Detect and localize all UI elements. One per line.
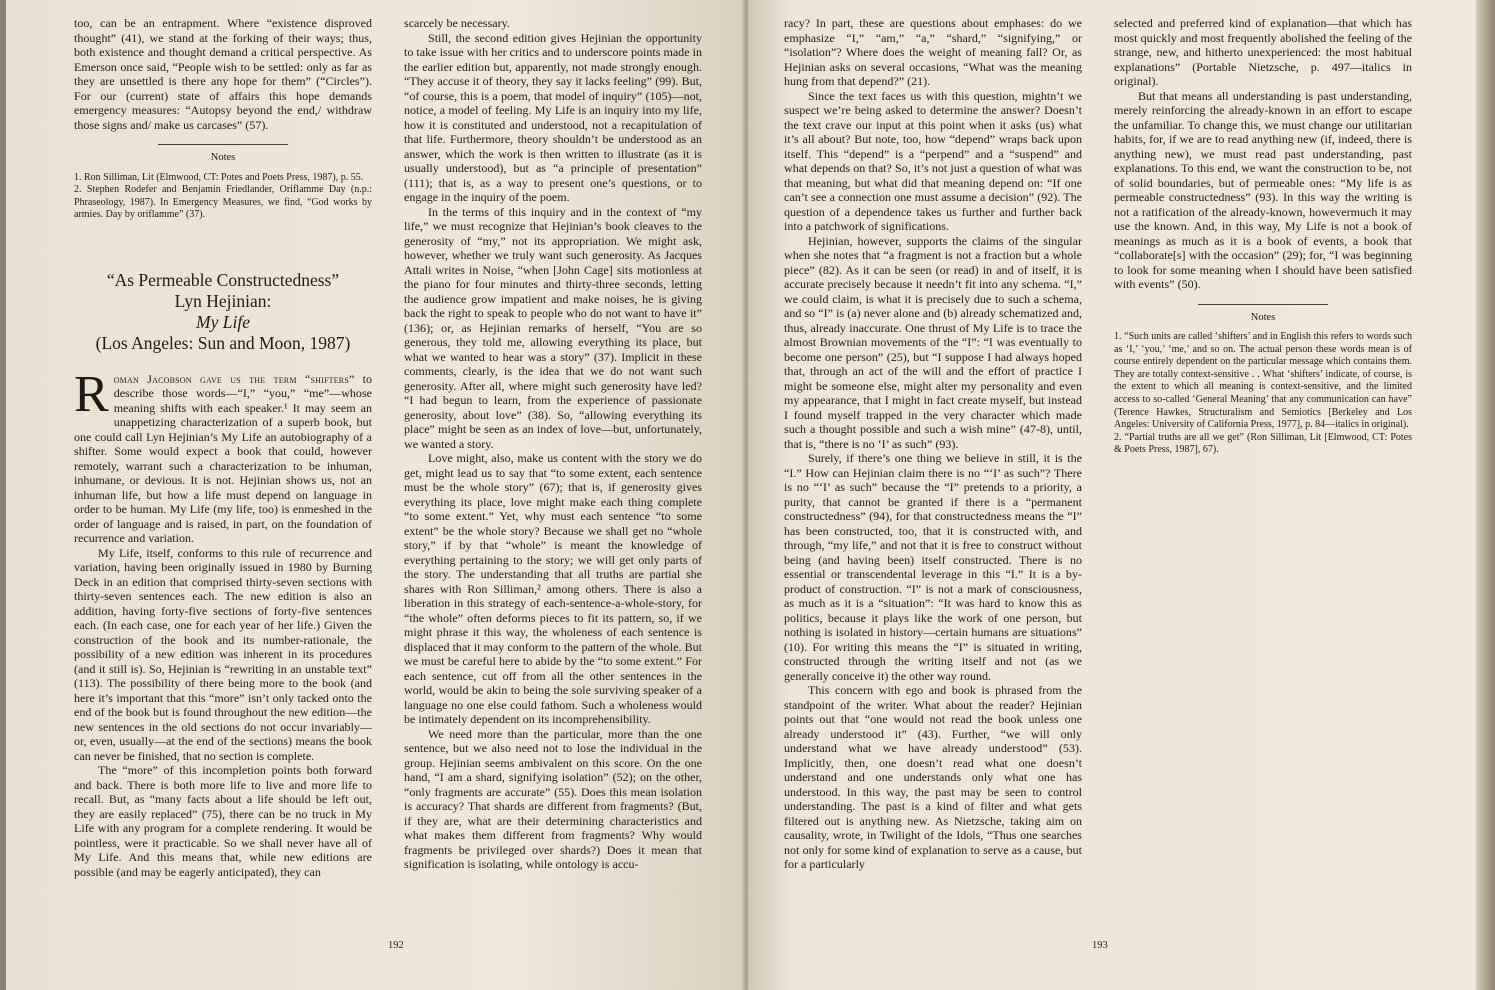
footnote: 2. Stephen Rodefer and Benjamin Friedlander, Oriflamme Day (n.p.: Phraseology, 1987). In Emergency Measures, we find, “God works by armies. Day by oriflamme” (37). [74,184,372,221]
left-page [6,0,746,990]
lead-in-smallcaps: oman Jacobson gave us the term “shifters” [113,371,355,386]
right-column-2 [1114,16,1412,457]
body-paragraph: Still, the second edition gives Hejinian the opportunity to take issue with her critics and to underscore points made in the earlier edition but, apparently, not made strongly enough. “They accuse it of theory, they say it lacks feeling” (99). But, “of course, this is a poem, that model of inquiry” (105)—not, notice, a model of feeling. My Life is an inquiry into my life, how it is constituted and understood, not a recapitulation of that life. Furthermore, theory shouldn’t be understood as an answer, which the work is then written to illustrate (as it is usually understood), but as “a principle of presentation” (111); that is, as a way to present one’s questions, or to engage in the inquiry of the poem. [404,30,702,204]
notes-rule [158,144,288,145]
body-paragraph: racy? In part, these are questions about emphases: do we emphasize “I,” “am,” “a,” “shard,” “signifying,” or “isolation”? Where does the weight of meaning fall? Or, as Hejinian asks on several occasions, “What was the meaning hung from that depend?” (21). [784,16,1082,88]
review-publisher: (Los Angeles: Sun and Moon, 1987) [95,332,351,353]
body-paragraph: Love might, also, make us content with the story we do get, might lead us to say that “to some extent, each sentence must be the whole story” (67); that is, if generosity gives everything its place, love might make each thing complete “to some extent.” Yet, why must each sentence “to some extent” be the whole story? Because we shall get no “whole story,” if by that “whole” is meant the knowledge of everything pertaining to the story; we will get only parts of the story. The understanding that all truths are partial she shares with Ron Silliman,² among others. There is also a liberation in this strategy of each-sentence-a-whole-story, for “the whole” often deforms pieces to fit its pattern, so, if we might phrase it this way, the wholeness of each sentence is displaced that it may conform to the pattern of the whole. But we must be careful here to abide by the “to some extent.” For each sentence, cut off from all the other sentences in the world, would be akin to being the sole surviving speaker of a language no one else could fathom. Such a wholeness would be intimately dependent on its incomprehensibility. [404,451,702,726]
notes-heading: Notes [1250,311,1276,323]
body-paragraph: My Life, itself, conforms to this rule of recurrence and variation, having been originally issued in 1980 by Burning Deck in an edition that comprised thirty-seven sections with thirty-seven sentences each. The new edition is also an addition, having forty-five sections of forty-five sentences each. (In each case, one for each year of her life.) Given the construction of the book and its number-rationale, the possibility of a new edition was inherent in its procedures (and it still is). So, Hejinian is “rewriting in an unstable text” (113). The possibility of there being more to the book (and here it’s important that this “more” isn’t only tacked onto the end of the book but is found throughout the new edition—the new sentences in the old sections do not occur invariably—or, even, usually—at the end of the sections) means the book can never be finished, that no section is complete. [74,545,372,763]
footnote: 1. “Such units are called ‘shifters’ and in English this refers to words such as ‘I,’ ‘you,’ ‘me,’ and so on. The actual person these words mean is of course entirely dependent on the particular message which contains them. They are totally context-sensitive . . What ‘shifters’ indicate, of course, is the extent to which all meaning is context-sensitive, and the limited access to so-called ‘General Meaning’ that any communication can have” (Terence Hawkes, Structuralism and Semiotics [Berkeley and Los Angeles: University of California Press, 1977], p. 84—italics in original). [1114,331,1412,431]
body-paragraph: This concern with ego and book is phrased from the standpoint of the writer. What about the reader? Hejinian points out that “one would not read the book unless one already understood it” (43). Further, “we will only understand what we have already understood” (53). Implicitly, then, one doesn’t read what one doesn’t understand and one understands only what one has understood. In this way, the past may be seen to control understanding. The past is a kind of filter and what gets filtered out is anything new. As Nietzsche, taking aim on causality, wrote, in Twilight of the Idols, “Thus one searches not only for some kind of explanation to serve as a cause, but for a particularly [784,683,1082,871]
review-title [74,270,372,354]
notes-heading: Notes [210,152,236,163]
left-column-2 [404,16,702,872]
body-paragraph: The “more” of this incompletion points both forward and back. There is both more life to live and more life to recall. But, as “many facts about a life should be left out, they are easily replaced” (75), there can be no truck in My Life with any program for a complete rendering. It would be pointless, were it practicable. So we shall never have all of My Life. And this means that, while new editions are possible (and may be eagerly anticipated), they can [74,763,372,879]
review-title-line: “As Permeable Constructedness” [106,269,340,290]
page-number: 193 [1092,940,1108,951]
body-paragraph: Since the text faces us with this question, mightn’t we suspect we’re being asked to determine the answer? Doesn’t the text crave our input at this point when it asks (us) what it’s all about? But note, too, how “depend” wraps back upon itself. This “depend” is a “perpend” and a “suspend” and what depends on that? So, it’s not just a question of what was that meaning, but what did that meaning depend on: “If one can’t see a connection one must assume a decision” (92). The question of a dependence takes us further and further back into a patchwork of significations. [784,88,1082,233]
book-spread [6,0,1486,990]
review-book-title: My Life [196,311,250,332]
body-paragraph: Hejinian, however, supports the claims of the singular when she notes that “a fragment is not a fraction but a whole piece” (82). As it can be seen (or read) in and of itself, it is accurate precisely because it needn’t fit into any schema. “I,” we could claim, is what it is precisely due to such a schema, and so “I” is (a) never alone and (b) already schematized and, thus, already inaccurate. One thrust of My Life is to trace the almost Brownian movements of the “I”: “I was eventually to become one person” (25), but “I suppose I had always hoped that, through an act of the will and the effort of practice I might be someone else, might alter my personality and even my appearance, that I might in fact create myself, but instead I found myself trapped in the very character which made such a thought possible and such a wish mine” (47-8), until, that is, “there is no ‘I’ as such” (93). [784,233,1082,451]
body-paragraph: Surely, if there’s one thing we believe in still, it is the “I.” How can Hejinian claim there is no “‘I’ as such”? There is no “‘I’ as such” because the “I” pretends to a priority, a purity, that cannot be granted if there is a “permanent constructedness” (94), for that constructedness means the “I” has been constructed, too, that it is constructed with, and through, “my life,” and not that it is free to construct without being (and having been) itself constructed. There is no essential or transcendental leverage in this “I.” It is a by-product of construction. “I” is not a mark of consciousness, as much as it is a “situation”: “It was hard to know this as politics, because it plays like the work of one person, but nothing is isolated in history—certain humans are situations” (10). For writing this means the “I” is situated in writing, constructed through the writing itself and not (as we generally conceive it) the other way round. [784,451,1082,683]
footnote: 1. Ron Silliman, Lit (Elmwood, CT: Potes and Poets Press, 1987), p. 55. [74,171,364,183]
body-paragraph [74,365,372,546]
body-paragraph: In the terms of this inquiry and in the context of “my life,” we must recognize that Hejinian’s book cleaves to the generosity of “my,” not its appropriation. We might ask, however, whether we truly want such generosity. As Jacques Attali writes in Noise, “when [John Cage] sits motionless at the piano for four minutes and thirty-three seconds, letting the audience grow impatient and make noises, he is giving back the right to speak to people who do not want to have it” (136); or, as Hejinian remarks of herself, “You are so generous, they told me, allowing everything its place, but what we wanted to hear was a story” (37). Implicit in these comments, clearly, is the idea that we do not want such generosity. After all, where might such generosity have led? “I had begun to learn, from the experience of passionate generosity, about love” (38). So, “allowing everything its place” might be seen as an index of love—but, unfortunately, we wanted a story. [404,204,702,451]
body-paragraph: scarcely be necessary. [404,16,510,30]
left-column-1 [74,16,372,879]
review-author: Lyn Hejinian: [174,290,272,311]
right-column-1 [784,16,1082,872]
body-paragraph: selected and preferred kind of explanation—that which has most quickly and most frequently abolished the feeling of the strange, new, and hitherto unexperienced: the most habitual explanations” (Portable Nietzsche, p. 497—italics in original). [1114,16,1412,88]
paragraph-text: to describe those words—“I,” “you,” “me”—whose meaning shifts with each speaker.¹ It may seem an unappetizing characterization of a superb book, but one could call Lyn Hejinian’s My Life an autobiography of a shifter. Some would expect a book that could, however remotely, warrant such a characterization to be inhuman, inhumane, or devious. It is not. Hejinian shows us, not an inhuman life, but how a life must depend on language in order to be human. My Life (my life, too) is enmeshed in the order of language and is raised, in part, on the foundation of recurrence and variation. [74,371,372,546]
body-paragraph: We need more than the particular, more than the one sentence, but we also need not to lose the individual in the group. Hejinian seems ambivalent on this score. On the one hand, “I am a shard, signifying isolation” (52); on the other, “only fragments are accurate” (55). Does this mean isolation is accuracy? That shards are different from fragments? (But, if they are, what are their determining characteristics and what makes them different from fragments? Why would fragments be privileged over shards?) Does it mean that signification is isolating, while ontology is accu- [404,726,702,871]
closing-paragraph: too, can be an entrapment. Where “existence disproved thought” (41), we stand at the forking of their ways; thus, both existence and thought demand a critical perspective. As Emerson once said, “People wish to be settled: only as far as they are unsettled is there any hope for them” (“Circles”). For our (current) state of affairs this hope demands emergency measures: “Autopsy beyond the end,/ withdraw those signs and/ make us carcases” (57). [74,16,372,132]
page-number: 192 [388,940,404,951]
body-paragraph: But that means all understanding is past understanding, merely reinforcing the already-known in an effort to escape the unfamiliar. To change this, we must change our utilitarian habits, for, if we are to read anything new (if, indeed, there is anything new), we must read past understanding, past explanations. To this end, we want the construction to be, not of solid boundaries, but of permeable ones: “My life is as permeable constructedness” (93). In this way the writing is not a ratification of the already-known, howevermuch it may use the known. And, in this way, My Life is not a book of meanings as much as it is a book of events, a book that “collaborate[s] with the occasion” (29); for, “I was beginning to look for some meaning when I should have been satisfied with events” (50). [1114,88,1412,291]
footnote: 2. “Partial truths are all we get” (Ron Silliman, Lit [Elmwood, CT: Potes & Poets Press, 1987], 67). [1114,431,1412,456]
notes-rule [1198,304,1328,305]
drop-cap: R [74,365,109,423]
page-edge [1476,0,1495,990]
